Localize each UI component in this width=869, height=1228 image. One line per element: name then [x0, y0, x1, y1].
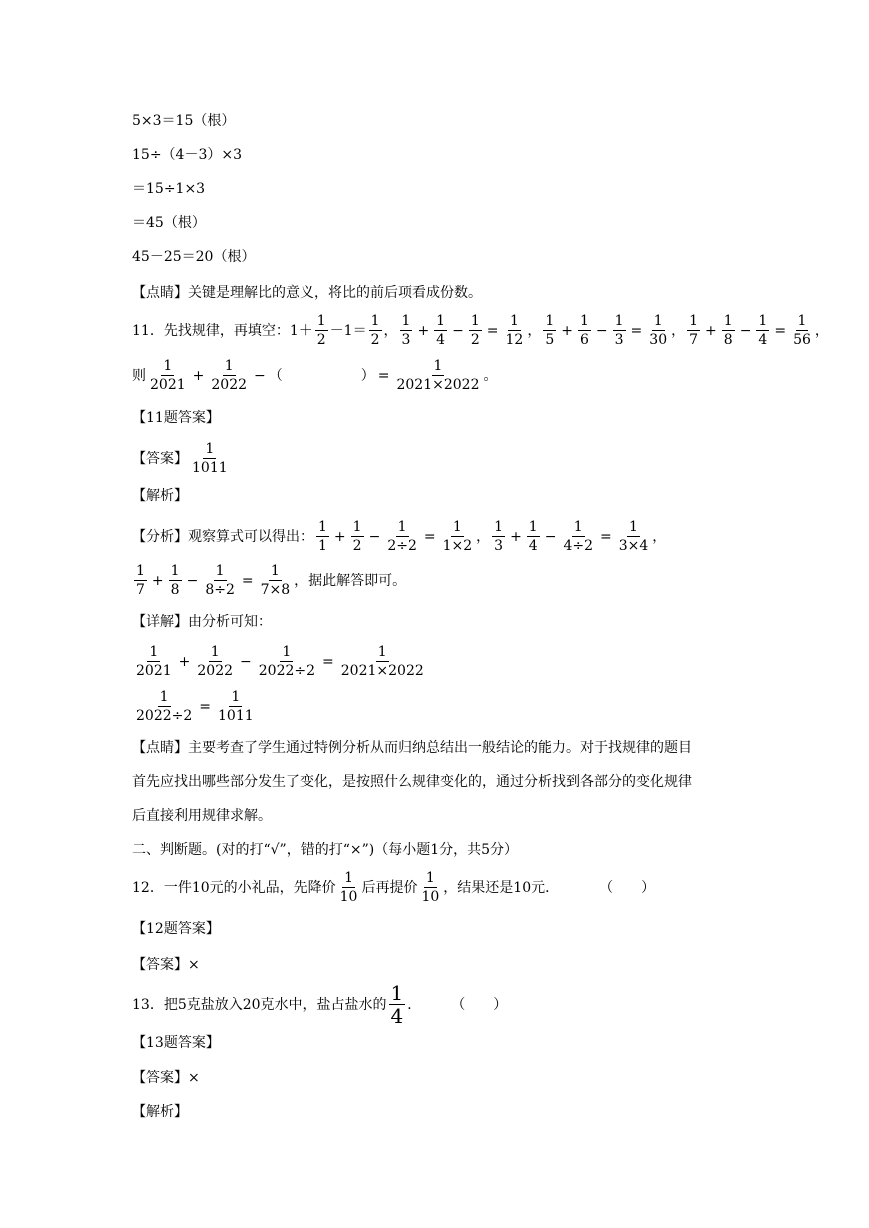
q11-comment-line1: 【点睛】主要考查了学生通过特例分析从而归纳总结出一般结论的能力。对于找规律的题目	[132, 740, 692, 756]
fraction: $\frac{1}{1011}$	[218, 689, 254, 724]
section-2-heading: 二、判断题。(对的打“√”，错的打“×”)（每小题1分，共5分）	[132, 842, 519, 858]
q11-detail-label: 【详解】由分析可知：	[132, 614, 272, 630]
fraction: 1 2021	[150, 358, 186, 393]
fraction: 1 2	[370, 313, 380, 348]
fraction: $\frac{1}{2\div 2}$	[387, 519, 417, 554]
fraction: $\frac{1}{8}$	[723, 313, 733, 348]
fraction: $\frac{1}{2022\div 2}$	[258, 644, 316, 679]
fraction: 1 10	[421, 870, 440, 905]
q12-answer-title: 【12题答案】	[132, 921, 220, 937]
q13-answer-title: 【13题答案】	[132, 1035, 220, 1051]
q11-detail-line2: $\frac{1}{2022\div 2}$ = $\frac{1}{1011}$	[136, 689, 254, 724]
fraction: $\frac{1}{2022}$	[211, 358, 248, 393]
q13-question: 13．把5克盐放入20克水中，盐占盐水的 1 4 ． （ ）	[132, 981, 508, 1028]
fraction: $\frac{1}{2021\times 2022}$	[396, 358, 480, 393]
q12-question: 12．一件10元的小礼品，先降价 1 10 后再提价 1 10 ，结果还是10元． （ ）	[132, 870, 656, 905]
q11-question-line1: 11．先找规律，再填空： 1＋ 1 2 －1＝ 1 2 ， 1 3 + $\frac{1}{4}$ − $\frac{1}{2}$ = $\frac{1}{12}$ ， 1 5 + $\frac{1}{6}$ − $\frac{1}{3}$ = $\frac{1}{30}$ ， 1 7 + $\frac{1}{8}$ − $\frac{1}{4}$ = $\frac{1}{56}$ ，	[132, 313, 829, 348]
fraction: $\frac{1}{7\times 8}$	[260, 563, 291, 598]
fraction: $\frac{1}{8}$	[170, 563, 180, 598]
q13-answer-paren: （ ）	[451, 996, 508, 1013]
fraction: 1 4	[390, 981, 404, 1028]
q11-analysis-title: 【解析】	[132, 488, 188, 504]
fraction: $\frac{1}{2}$	[352, 519, 362, 554]
q12-answer: 【答案】×	[132, 957, 200, 973]
q11-analysis-line1: 【分析】观察算式可以得出： 1 1 + $\frac{1}{2}$ − $\frac{1}{2\div 2}$ = $\frac{1}{1\times 2}$ ， 1 3 + $\frac{1}{4}$ − $\frac{1}{4\div 2}$ = $\frac{1}{3\times 4}$ ，	[132, 519, 667, 554]
q11-detail-line1: 1 2021 + $\frac{1}{2022}$ − $\frac{1}{2022\div 2}$ = $\frac{1}{2021\times 2022}$	[136, 644, 424, 679]
q11-question-line2: 则 1 2021 + $\frac{1}{2022}$ − （ ） = $\frac{1}{2021\times 2022}$ 。	[132, 358, 498, 393]
q10-comment: 【点睛】关键是理解比的意义，将比的前后项看成份数。	[132, 285, 482, 301]
q13-answer: 【答案】×	[132, 1070, 200, 1086]
fraction: 1 2	[316, 313, 326, 348]
q11-comment-line3: 后直接利用规律求解。	[132, 808, 272, 824]
fraction: $\frac{1}{3}$	[614, 313, 624, 348]
q12-answer-paren: （ ）	[599, 879, 656, 896]
calc-line-1: 5×3＝15（根）	[132, 113, 236, 129]
fraction: $\frac{1}{4}$	[528, 519, 538, 554]
fraction: $\frac{1}{12}$	[505, 313, 524, 348]
fraction: 1 1	[318, 519, 327, 554]
fraction: $\frac{1}{4\div 2}$	[563, 519, 593, 554]
q11-intro: 11．先找规律，再填空：	[132, 322, 290, 339]
calc-line-3: ＝15÷1×3	[132, 181, 206, 197]
q11-expr1-mid: －1＝	[329, 322, 367, 339]
fraction: 1 3	[494, 519, 504, 554]
fraction: 1 3	[401, 313, 411, 348]
fraction: $\frac{1}{3\times 4}$	[618, 519, 649, 554]
fraction: $\frac{1}{2022}$	[197, 644, 234, 679]
calc-line-4: ＝45（根）	[132, 215, 206, 231]
fraction: $\frac{1}{2021\times 2022}$	[340, 644, 424, 679]
fraction: $\frac{1}{2022\div 2}$	[136, 689, 193, 724]
fraction: 1 1011	[192, 441, 228, 476]
q11-expr1-lead: 1＋	[289, 322, 313, 339]
fraction: 1 2021	[136, 644, 172, 679]
fraction: $\frac{1}{2}$	[470, 313, 480, 348]
fraction: $\frac{1}{4}$	[436, 313, 446, 348]
fraction: 1 5	[545, 313, 555, 348]
q13-analysis-title: 【解析】	[132, 1104, 188, 1120]
fraction: $\frac{1}{8\div 2}$	[205, 563, 235, 598]
fraction: $\frac{1}{4}$	[758, 313, 768, 348]
fraction: 1 7	[689, 313, 699, 348]
fraction: $\frac{1}{56}$	[793, 313, 811, 348]
fraction: $\frac{1}{6}$	[579, 313, 589, 348]
calc-line-2: 15÷（4－3）×3	[132, 147, 242, 163]
fraction: $\frac{1}{30}$	[649, 313, 668, 348]
fraction: 1 7	[136, 563, 145, 598]
q11-then: 则	[132, 367, 146, 384]
fraction: $\frac{1}{1\times 2}$	[442, 519, 473, 554]
q11-answer-title: 【11题答案】	[132, 410, 220, 426]
fraction: 1 10	[339, 870, 358, 905]
q11-comment-line2: 首先应找出哪些部分发生了变化，是按照什么规律变化的，通过分析找到各部分的变化规律	[132, 774, 692, 790]
calc-line-5: 45－25＝20（根）	[132, 249, 256, 265]
q11-analysis-line2: 1 7 + $\frac{1}{8}$ − $\frac{1}{8\div 2}$ = $\frac{1}{7\times 8}$ ，据此解答即可。	[136, 563, 407, 598]
q11-answer: 【答案】 1 1011	[132, 441, 228, 476]
